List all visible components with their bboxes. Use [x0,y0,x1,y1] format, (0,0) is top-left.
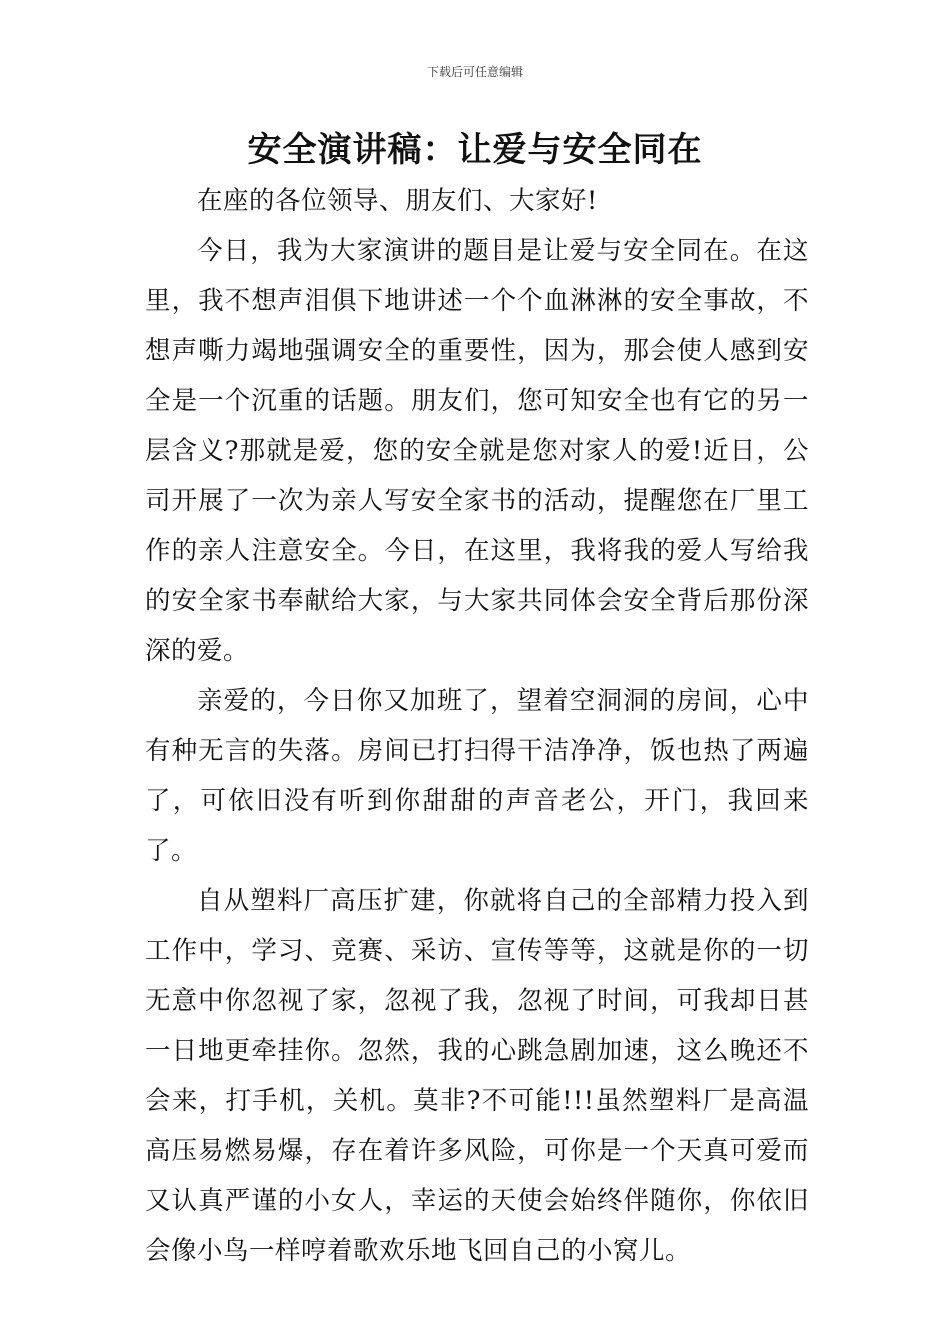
paragraph-letter-body: 自从塑料厂高压扩建，你就将自己的全部精力投入到工作中，学习、竞赛、采访、宣传等等，这就是你的一切无意中你忽视了家，忽视了我，忽视了时间，可我却日甚一日地更牵挂你。忽然，我的心跳急剧加速，这么晚还不会来，打手机，关机。莫非?不可能!!!虽然塑料厂是高温高压易燃易爆，存在着许多风险，可你是一个天真可爱而又认真严谨的小女人，幸运的天使会始终伴随你，你依旧会像小鸟一样哼着歌欢乐地飞回自己的小窝儿。 [145,886,809,1266]
paragraph-greeting: 在座的各位领导、朋友们、大家好! [197,186,598,216]
document-title: 安全演讲稿：让爱与安全同在 [247,130,703,170]
header-note: 下载后可任意编辑 [426,65,523,79]
paragraph-introduction: 今日，我为大家演讲的题目是让爱与安全同在。在这里，我不想声泪俱下地讲述一个个血淋淋的安全事故，不想声嘶力竭地强调安全的重要性，因为，那会使人感到安全是一个沉重的话题。朋友们，您可知安全也有它的另一层含义?那就是爱，您的安全就是您对家人的爱!近日，公司开展了一次为亲人写安全家书的活动，提醒您在厂里工作的亲人注意安全。今日，在这里，我将我的爱人写给我的安全家书奉献给大家，与大家共同体会安全背后那份深深的爱。 [145,236,809,666]
document-body [145,176,809,1276]
paragraph-letter-opening: 亲爱的，今日你又加班了，望着空洞洞的房间，心中有种无言的失落。房间已打扫得干洁净净，饭也热了两遍了，可依旧没有听到你甜甜的声音老公，开门，我回来了。 [145,686,809,866]
